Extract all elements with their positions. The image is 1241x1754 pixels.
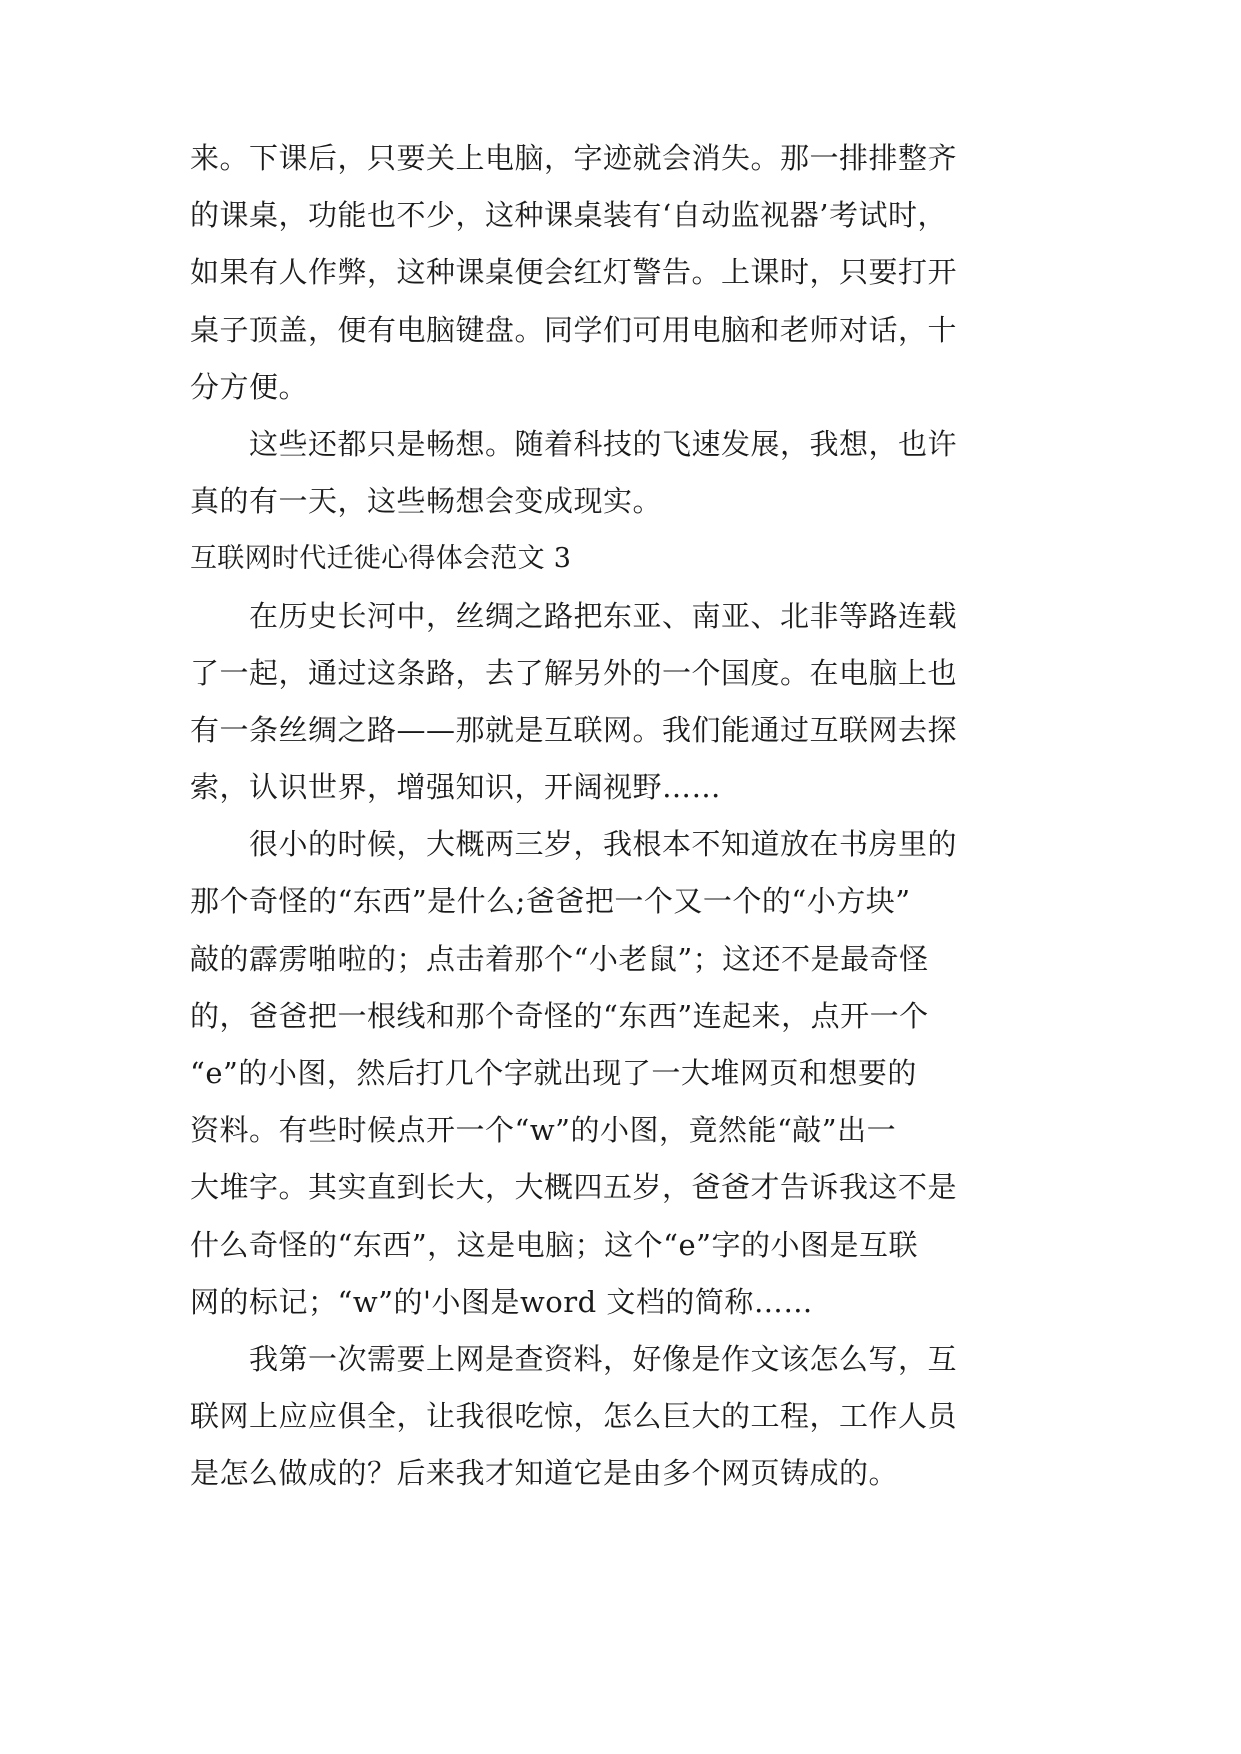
text-line: 联网上应应俱全，让我很吃惊，怎么巨大的工程，工作人员: [190, 1399, 958, 1434]
section-heading: 互联网时代迁徙心得体会范文 3: [190, 543, 572, 575]
text-line: 分方便。: [190, 369, 309, 404]
text-line: 我第一次需要上网是查资料，好像是作文该怎么写，互: [190, 1341, 958, 1376]
text-line: 资料。有些时候点开一个“w”的小图，竟然能“敲”出一: [190, 1113, 897, 1148]
text-line: 在历史长河中，丝绸之路把东亚、南亚、北非等路连载: [190, 598, 958, 633]
text-line: 敲的霹雳啪啦的；点击着那个“小老鼠”；这还不是最奇怪: [190, 941, 929, 976]
text-line: 来。下课后，只要关上电脑，字迹就会消失。那一排排整齐: [190, 141, 958, 175]
text-line: 的课桌，功能也不少，这种课桌装有‘自动监视器’考试时，: [190, 198, 947, 233]
text-line: 有一条丝绸之路——那就是互联网。我们能通过互联网去探: [190, 712, 958, 747]
document-body: [190, 130, 1060, 1503]
text-line: 什么奇怪的“东西”，这是电脑；这个“e”字的小图是互联: [190, 1227, 918, 1262]
text-line: 大堆字。其实直到长大，大概四五岁，爸爸才告诉我这不是: [190, 1170, 958, 1205]
text-line: “e”的小图，然后打几个字就出现了一大堆网页和想要的: [190, 1056, 917, 1090]
text-line: 桌子顶盖，便有电脑键盘。同学们可用电脑和老师对话，十: [190, 312, 958, 347]
text-line: 那个奇怪的“东西”是什么;爸爸把一个又一个的“小方块”: [190, 884, 911, 919]
text-line: 很小的时候，大概两三岁，我根本不知道放在书房里的: [190, 827, 958, 862]
text-line: 这些还都只是畅想。随着科技的飞速发展，我想，也许: [190, 426, 958, 461]
text-line: 真的有一天，这些畅想会变成现实。: [190, 484, 663, 519]
text-line: 网的标记；“w”的'小图是word 文档的简称……: [190, 1284, 813, 1319]
text-line: 索，认识世界，增强知识，开阔视野……: [190, 770, 722, 805]
text-line: 是怎么做成的？后来我才知道它是由多个网页铸成的。: [190, 1456, 899, 1491]
text-line: 的，爸爸把一根线和那个奇怪的“东西”连起来，点开一个: [190, 998, 929, 1033]
text-line: 如果有人作弊，这种课桌便会红灯警告。上课时，只要打开: [190, 255, 958, 290]
text-line: 了一起，通过这条路，去了解另外的一个国度。在电脑上也: [190, 655, 958, 690]
